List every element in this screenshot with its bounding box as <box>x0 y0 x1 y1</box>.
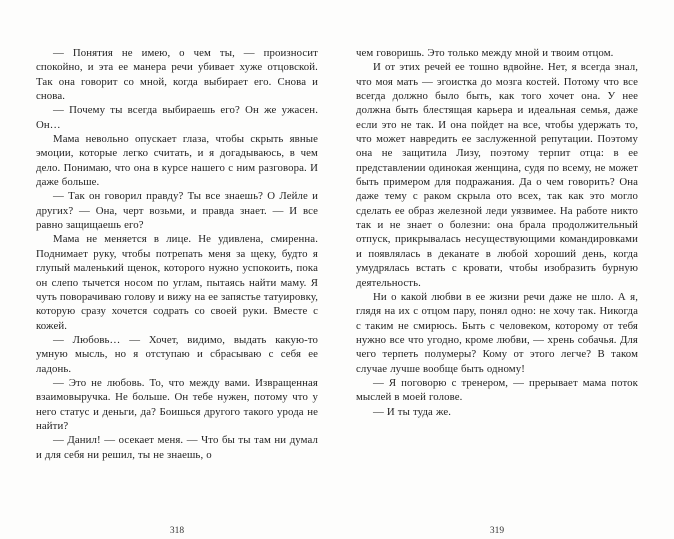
paragraph: — Так он говорил правду? Ты все знаешь? О Лейле и других? — Она, черт возьми, и правда знает. — И все равно защищаешь его? <box>36 190 318 232</box>
paragraph: Мама не меняется в лице. Не удивлена, смиренна. Поднимает руку, чтобы потрепать меня за щеку, будто я глупый маленький щенок, которого нужно успокоить, пока он слепо тычется носом по углам, пытаясь найти маму. Я чуть поворачиваю голову и вижу на ее запястье татуировку, которую сразу хочется содрать со своей руки. Вместе с кожей. <box>36 233 318 332</box>
paragraph: — Понятия не имею, о чем ты, — произносит спокойно, и эта ее манера речи убивает хуже отцовской. Так она говорит со мной, когда выбирает его. Снова и снова. <box>36 47 318 103</box>
paragraph: — И ты туда же. <box>373 405 452 418</box>
right-page <box>337 0 674 539</box>
paragraph: — Любовь… — Хочет, видимо, выдать какую-то умную мысль, но я отступаю и сбрасываю с себя ее ладонь. <box>36 333 318 375</box>
paragraph: чем говоришь. Это только между мной и твоим отцом. <box>356 47 614 59</box>
paragraph: Мама невольно опускает глаза, чтобы скрыть явные эмоции, которые легко считать, и я догадываюсь, в чем дело. Понимаю, что она в курсе нашего с ним разговора. И даже больше. <box>36 133 318 189</box>
paragraph: — Это не любовь. То, что между вами. Извращенная взаимовыручка. Не больше. Он тебе нужен, потому что у него статус и деньги, да? Боишься другого такого урода не найти? <box>36 376 318 432</box>
page-number: 318 <box>169 526 185 536</box>
paragraph: — Я поговорю с тренером, — прерывает мама поток мыслей в моей голове. <box>356 376 638 404</box>
page-number: 319 <box>489 526 505 536</box>
paragraph: Ни о какой любви в ее жизни речи даже не шло. А я, глядя на их с отцом пару, понял одно: не хочу так. Никогда с таким не смирюсь. Быть с человеком, которому от тебя нужно все что угодно, кроме любви, — хрень собачья. Для чего терпеть полумеры? Кому от этого легче? В таком случае лучше вообще быть одному! <box>356 290 638 375</box>
paragraph: — Данил! — осекает меня. — Что бы ты там ни думал и для себя ни решил, ты не знаешь, о <box>36 434 318 461</box>
paragraph: И от этих речей ее тошно вдвойне. Нет, я всегда знал, что моя мать — эгоистка до мозга костей. Потому что все всегда должно было быть, как того хочет она. У нее должна быть блестящая карьера и идеальная семья, даже если это не так. И она пойдет на все, чтобы удержать то, что может навредить ее заслуженной репутации. Поэтому она не защитила Лизу, поэтому терпит отца: в ее представлении одинокая женщина, судя по всему, не может быть примером для подражания. Да о чем говорить? Она даже тему с раком скрыла ото всех, так как это могло сделать ее образ железной леди уязвимее. На работе никто так и не знает о болезни: она брала продолжительный отпуск, прикрывалась несуществующими командировками и появлялась в деканате в любой хороший день, когда умудрялась встать с кровати, чтобы изобразить бурную деятельность. <box>356 61 638 289</box>
paragraph: — Почему ты всегда выбираешь его? Он же ужасен. Он… <box>36 104 318 131</box>
